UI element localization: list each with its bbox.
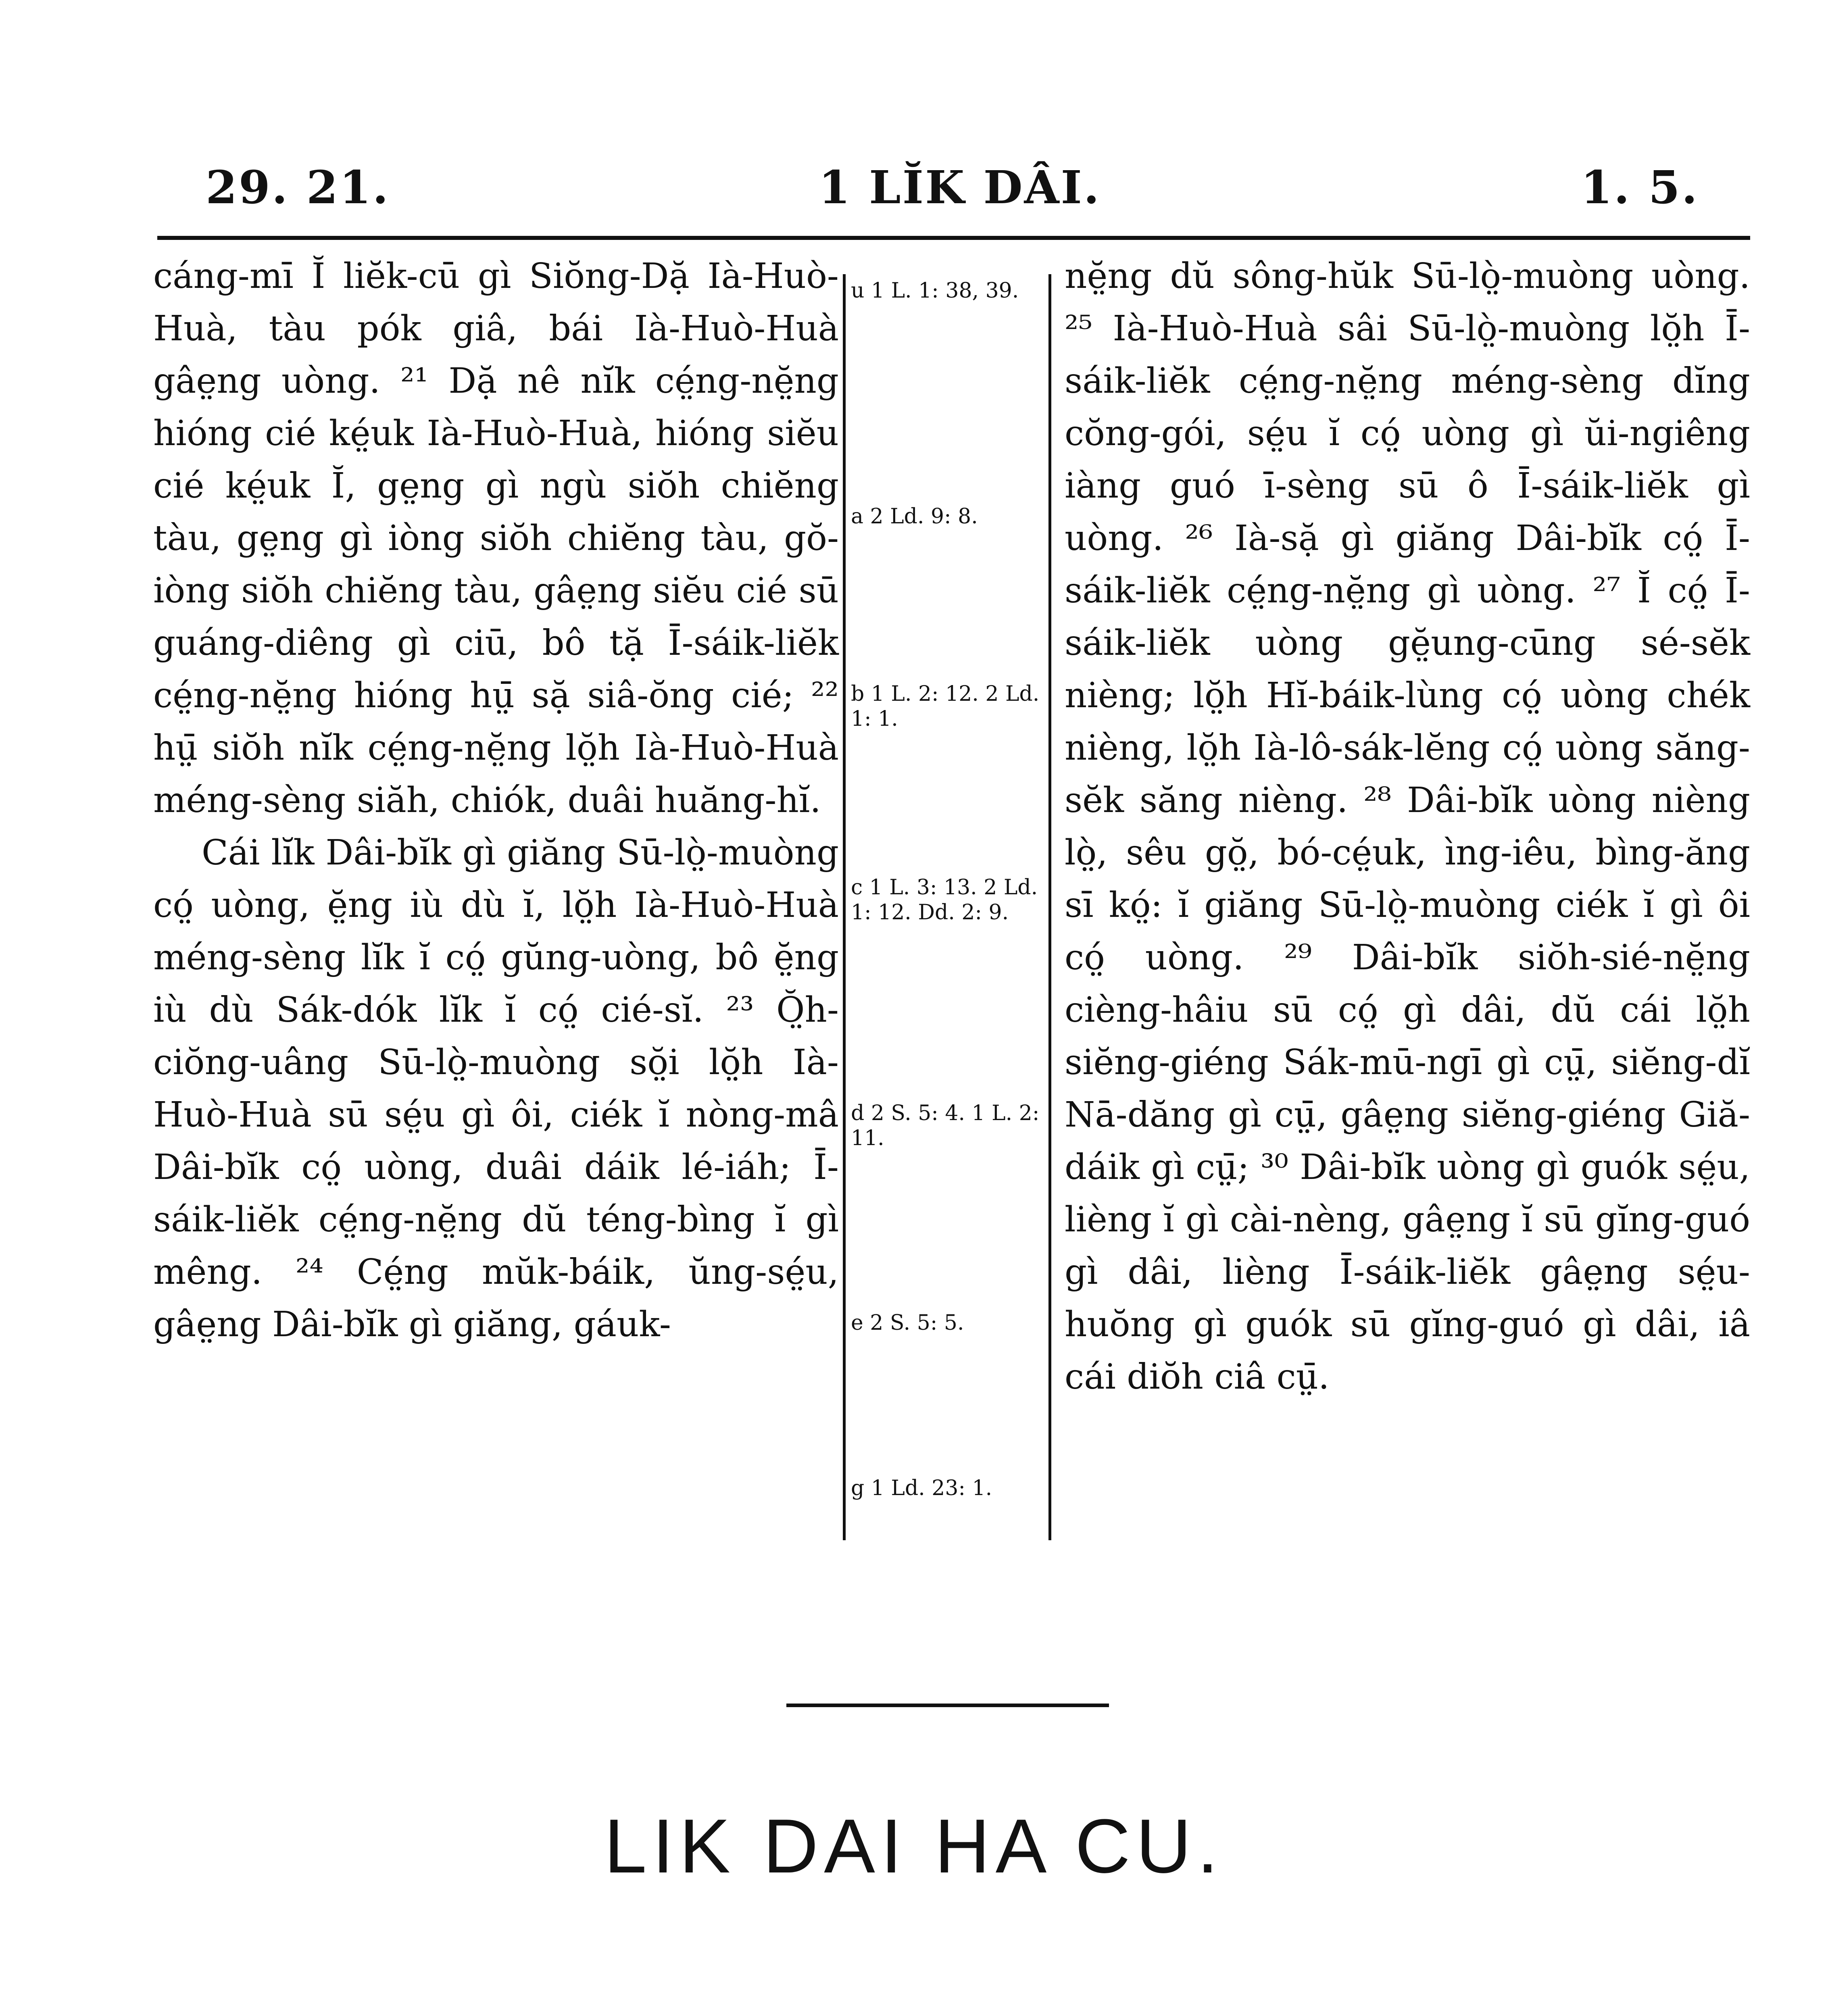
running-header-left: 29. 21.	[206, 161, 390, 214]
cross-reference: g 1 Ld. 23: 1.	[851, 1476, 992, 1500]
margin-divider-right	[1048, 274, 1051, 1540]
cross-reference: u 1 L. 1: 38, 39.	[851, 279, 1019, 303]
cross-reference: d 2 S. 5: 4. 1 L. 2: 11.	[851, 1101, 1040, 1150]
running-header-title: 1 LĬK DÂI.	[819, 161, 1101, 214]
cross-reference: a 2 Ld. 9: 8.	[851, 504, 978, 529]
upper-left-column	[153, 250, 839, 1351]
cross-reference: b 1 L. 2: 12. 2 Ld. 1: 1.	[851, 682, 1040, 731]
upper-right-column	[1065, 250, 1750, 1403]
upper-cross-references	[851, 278, 1044, 1528]
cross-reference: e 2 S. 5: 5.	[851, 1311, 964, 1335]
header-rule	[157, 236, 1750, 240]
paragraph: Cái lĭk Dâi-bĭk gì giăng Sū-lò̤-muòng có̤ uòng, ĕ̤ng iù dù ĭ, lŏ̤h Ià-Huò-Huà méng-sèng lĭk ĭ có̤ gŭng-uòng, bô ĕ̤ng iù dù Sák-dók lĭk ĭ có̤ cié-sĭ. ²³ Ŏ̤h-ciŏng-uâng Sū-lò̤-muòng sŏ̤i lŏ̤h Ià-Huò-Huà sū sé̤u gì ôi, ciék ĭ nòng-mâ Dâi-bĭk có̤ uòng, duâi dáik lé-iáh; Ī-sáik-liĕk cé̤ng-nĕ̤ng dŭ téng-bìng ĭ gì mêng. ²⁴ Cé̤ng mŭk-báik, ŭng-sé̤u, gâe̤ng Dâi-bĭk gì giăng, gáuk-	[153, 833, 839, 1345]
cross-reference: c 1 L. 3: 13. 2 Ld. 1: 12. Dd. 2: 9.	[851, 875, 1038, 925]
running-header-right: 1. 5.	[1581, 161, 1699, 214]
book-title: LIK DAI HA CU.	[604, 1804, 1224, 1889]
paragraph: cáng-mī Ĭ liĕk-cū gì Siŏng-Dặ Ià-Huò-Huà, tàu pók giâ, bái Ià-Huò-Huà gâe̤ng uòng. ²¹ Dặ nê nĭk cé̤ng-nĕ̤ng hióng cié ké̤uk Ià-Huò-Huà, hióng siĕu cié ké̤uk Ĭ, ge̤ng gì ngù siŏh chiĕng tàu, ge̤ng gì iòng siŏh chiĕng tàu, gŏ-iòng siŏh chiĕng tàu, gâe̤ng siĕu cié sū guáng-diêng gì ciū, bô tặ Ī-sáik-liĕk cé̤ng-nĕ̤ng hióng hṳ̄ sặ siâ-ŏng cié; ²² hṳ̄ siŏh nĭk cé̤ng-nĕ̤ng lŏ̤h Ià-Huò-Huà méng-sèng siăh, chiók, duâi huăng-hĭ.	[153, 256, 839, 821]
margin-divider-left	[843, 274, 846, 1540]
section-divider	[786, 1704, 1109, 1707]
paragraph: nĕ̤ng dŭ sông-hŭk Sū-lò̤-muòng uòng. ²⁵ Ià-Huò-Huà sâi Sū-lò̤-muòng lŏ̤h Ī-sáik-liĕk cé̤ng-nĕ̤ng méng-sèng dĭng cŏng-gói, sé̤u ĭ có̤ uòng gì ŭi-ngiêng iàng guó ī-sèng sū ô Ī-sáik-liĕk gì uòng. ²⁶ Ià-sặ gì giăng Dâi-bĭk có̤ Ī-sáik-liĕk cé̤ng-nĕ̤ng gì uòng. ²⁷ Ĭ có̤ Ī-sáik-liĕk uòng gĕ̤ung-cūng sé-sĕk nièng; lŏ̤h Hĭ-báik-lùng có̤ uòng chék nièng, lŏ̤h Ià-lô-sák-lĕng có̤ uòng săng-sĕk săng nièng. ²⁸ Dâi-bĭk uòng nièng lò̤, sêu gŏ̤, bó-cé̤uk, ìng-iêu, bìng-ăng sī kó̤: ĭ giăng Sū-lò̤-muòng ciék ĭ gì ôi có̤ uòng. ²⁹ Dâi-bĭk siŏh-sié-nĕ̤ng cièng-hâiu sū có̤ gì dâi, dŭ cái lŏ̤h siĕng-giéng Sák-mū-ngī gì cṳ̄, siĕng-dĭ Nā-dăng gì cṳ̄, gâe̤ng siĕng-giéng Giă-dáik gì cṳ̄; ³⁰ Dâi-bĭk uòng gì guók sé̤u, lièng ĭ gì cài-nèng, gâe̤ng ĭ sū gĭng-guó gì dâi, lièng Ī-sáik-liĕk gâe̤ng sé̤u-huŏng gì guók sū gĭng-guó gì dâi, iâ cái diŏh ciâ cṳ̄.	[1065, 256, 1750, 1397]
